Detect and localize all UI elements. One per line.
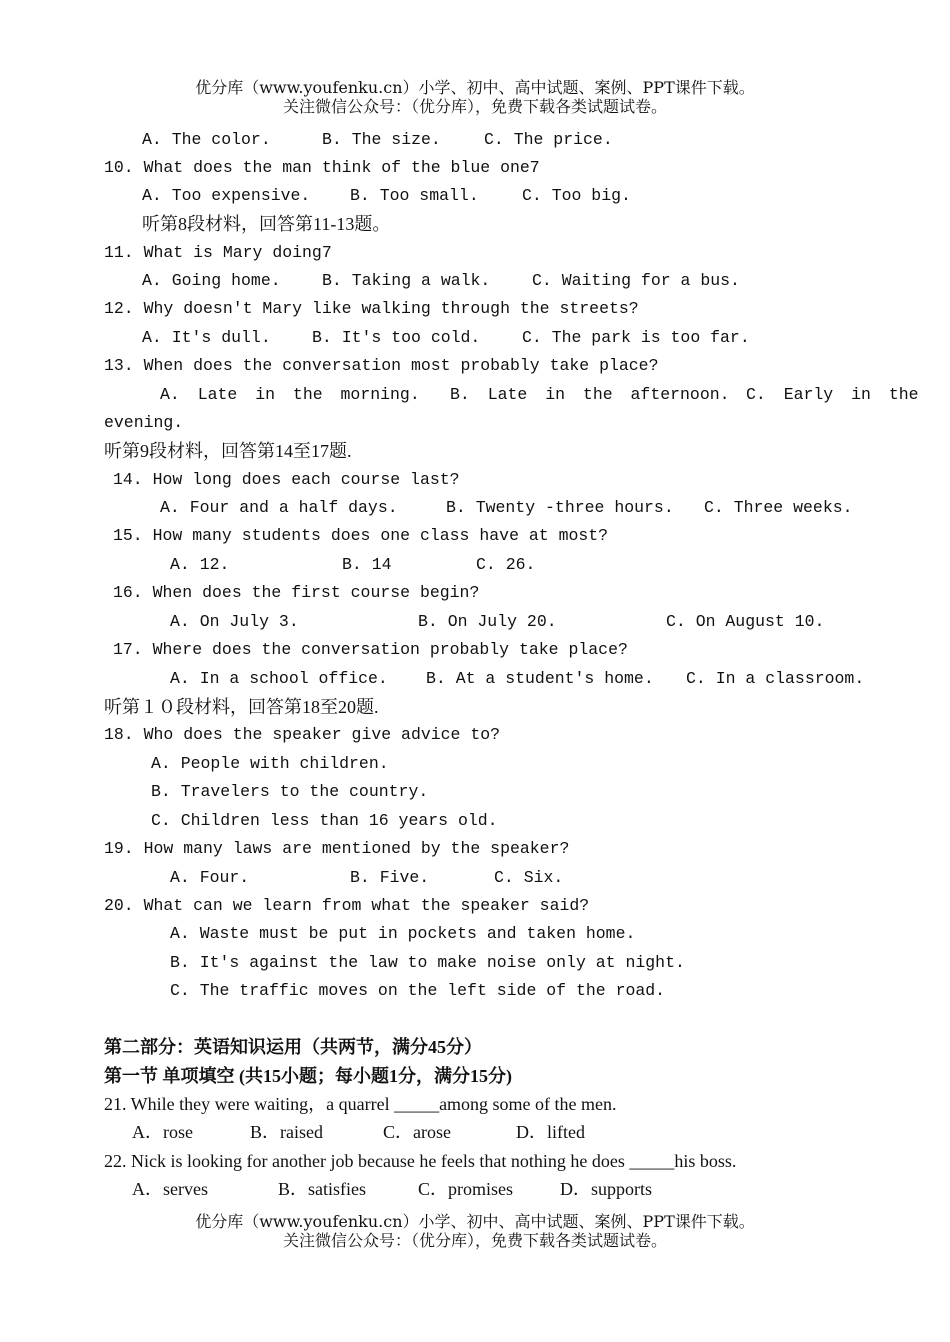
footer-line-2: 关注微信公众号：（优分库），免费下载各类试题试卷。 bbox=[282, 1231, 667, 1250]
section-8-instruction: 听第8段材料，回答第11-13题。 bbox=[142, 214, 391, 234]
option-d: D．supports bbox=[560, 1179, 653, 1199]
option-b: B. Five. bbox=[350, 868, 430, 887]
page-header bbox=[0, 78, 950, 116]
option-a: A．serves bbox=[132, 1179, 208, 1199]
question-19: 19. How many laws are mentioned by the speaker? bbox=[104, 839, 570, 858]
footer-line-1: 优分库（www.youfenku.cn）小学、初中、高中试题、案例、PPT课件下载。 bbox=[195, 1212, 755, 1231]
option-c: C. Three weeks. bbox=[704, 498, 853, 517]
option-a: A．rose bbox=[132, 1122, 193, 1142]
option-b: B. It's too cold. bbox=[312, 328, 481, 347]
option-c: C. On August 10. bbox=[666, 612, 825, 631]
option-b: B. Late in the afternoon. bbox=[450, 385, 730, 404]
option-c: C. Too big. bbox=[522, 186, 631, 205]
question-16: 16. When does the first course begin? bbox=[113, 583, 480, 602]
option-a: A. Four and a half days. bbox=[160, 498, 398, 517]
question-22: 22. Nick is looking for another job because he feels that nothing he does _____his boss. bbox=[104, 1151, 737, 1171]
option-c: C. Early in the bbox=[746, 385, 919, 404]
option-c: C. 26. bbox=[476, 555, 536, 574]
page-footer bbox=[0, 1212, 950, 1250]
option-b: B．raised bbox=[250, 1122, 323, 1142]
option-a: A. It's dull. bbox=[142, 328, 271, 347]
option-a: A. In a school office. bbox=[170, 669, 388, 688]
question-11: 11. What is Mary doing7 bbox=[104, 243, 332, 262]
option-b: B. At a student's home. bbox=[426, 669, 654, 688]
option-a: A. Waste must be put in pockets and taken home. bbox=[170, 924, 636, 943]
header-line-2: 关注微信公众号：（优分库），免费下载各类试题试卷。 bbox=[282, 97, 667, 116]
option-c-continued: evening. bbox=[104, 413, 184, 432]
question-14: 14. How long does each course last? bbox=[113, 470, 460, 489]
question-21: 21. While they were waiting，a quarrel _____among some of the men. bbox=[104, 1094, 617, 1114]
option-c: C. The park is too far. bbox=[522, 328, 750, 347]
option-a: A. The color. bbox=[142, 130, 271, 149]
option-c: C. Six. bbox=[494, 868, 564, 887]
option-c: C. Waiting for a bus. bbox=[532, 271, 740, 290]
option-c: C. The price. bbox=[484, 130, 613, 149]
question-13: 13. When does the conversation most probably take place? bbox=[104, 356, 659, 375]
option-b: B．satisfies bbox=[278, 1179, 366, 1199]
option-d: D．lifted bbox=[516, 1122, 585, 1142]
option-a: A. On July 3. bbox=[170, 612, 299, 631]
question-15: 15. How many students does one class have at most? bbox=[113, 526, 609, 545]
question-17: 17. Where does the conversation probably take place? bbox=[113, 640, 628, 659]
option-b: B. Travelers to the country. bbox=[151, 782, 429, 801]
part-2-title: 第二部分：英语知识运用（共两节，满分45分） bbox=[104, 1037, 482, 1057]
question-18: 18. Who does the speaker give advice to? bbox=[104, 725, 501, 744]
option-a: A. 12. bbox=[170, 555, 230, 574]
option-b: B. Too small. bbox=[350, 186, 479, 205]
option-b: B. It's against the law to make noise only at night. bbox=[170, 953, 685, 972]
question-10: 10. What does the man think of the blue one7 bbox=[104, 158, 540, 177]
question-20: 20. What can we learn from what the speaker said? bbox=[104, 896, 590, 915]
option-b: B. On July 20. bbox=[418, 612, 557, 631]
option-c: C. The traffic moves on the left side of the road. bbox=[170, 981, 666, 1000]
option-a: A. Going home. bbox=[142, 271, 281, 290]
option-b: B. 14 bbox=[342, 555, 392, 574]
option-b: B. The size. bbox=[322, 130, 441, 149]
option-b: B. Twenty -three hours. bbox=[446, 498, 674, 517]
option-c: C．promises bbox=[418, 1179, 514, 1199]
option-a: A. Too expensive. bbox=[142, 186, 311, 205]
header-line-1: 优分库（www.youfenku.cn）小学、初中、高中试题、案例、PPT课件下载。 bbox=[195, 78, 755, 97]
section-9-instruction: 听第9段材料，回答第14至17题. bbox=[104, 441, 352, 461]
section-10-instruction: 听第１０段材料，回答第18至20题. bbox=[104, 697, 379, 717]
option-c: C. Children less than 16 years old. bbox=[151, 811, 498, 830]
option-a: A. Late in the morning. bbox=[160, 385, 420, 404]
question-12: 12. Why doesn't Mary like walking through the streets? bbox=[104, 299, 639, 318]
option-a: A. Four. bbox=[170, 868, 250, 887]
option-a: A. People with children. bbox=[151, 754, 389, 773]
option-b: B. Taking a walk. bbox=[322, 271, 491, 290]
part-2-section-1-title: 第一节 单项填空 (共15小题；每小题1分，满分15分) bbox=[104, 1066, 512, 1086]
option-c: C. In a classroom. bbox=[686, 669, 865, 688]
option-c: C．arose bbox=[383, 1122, 451, 1142]
